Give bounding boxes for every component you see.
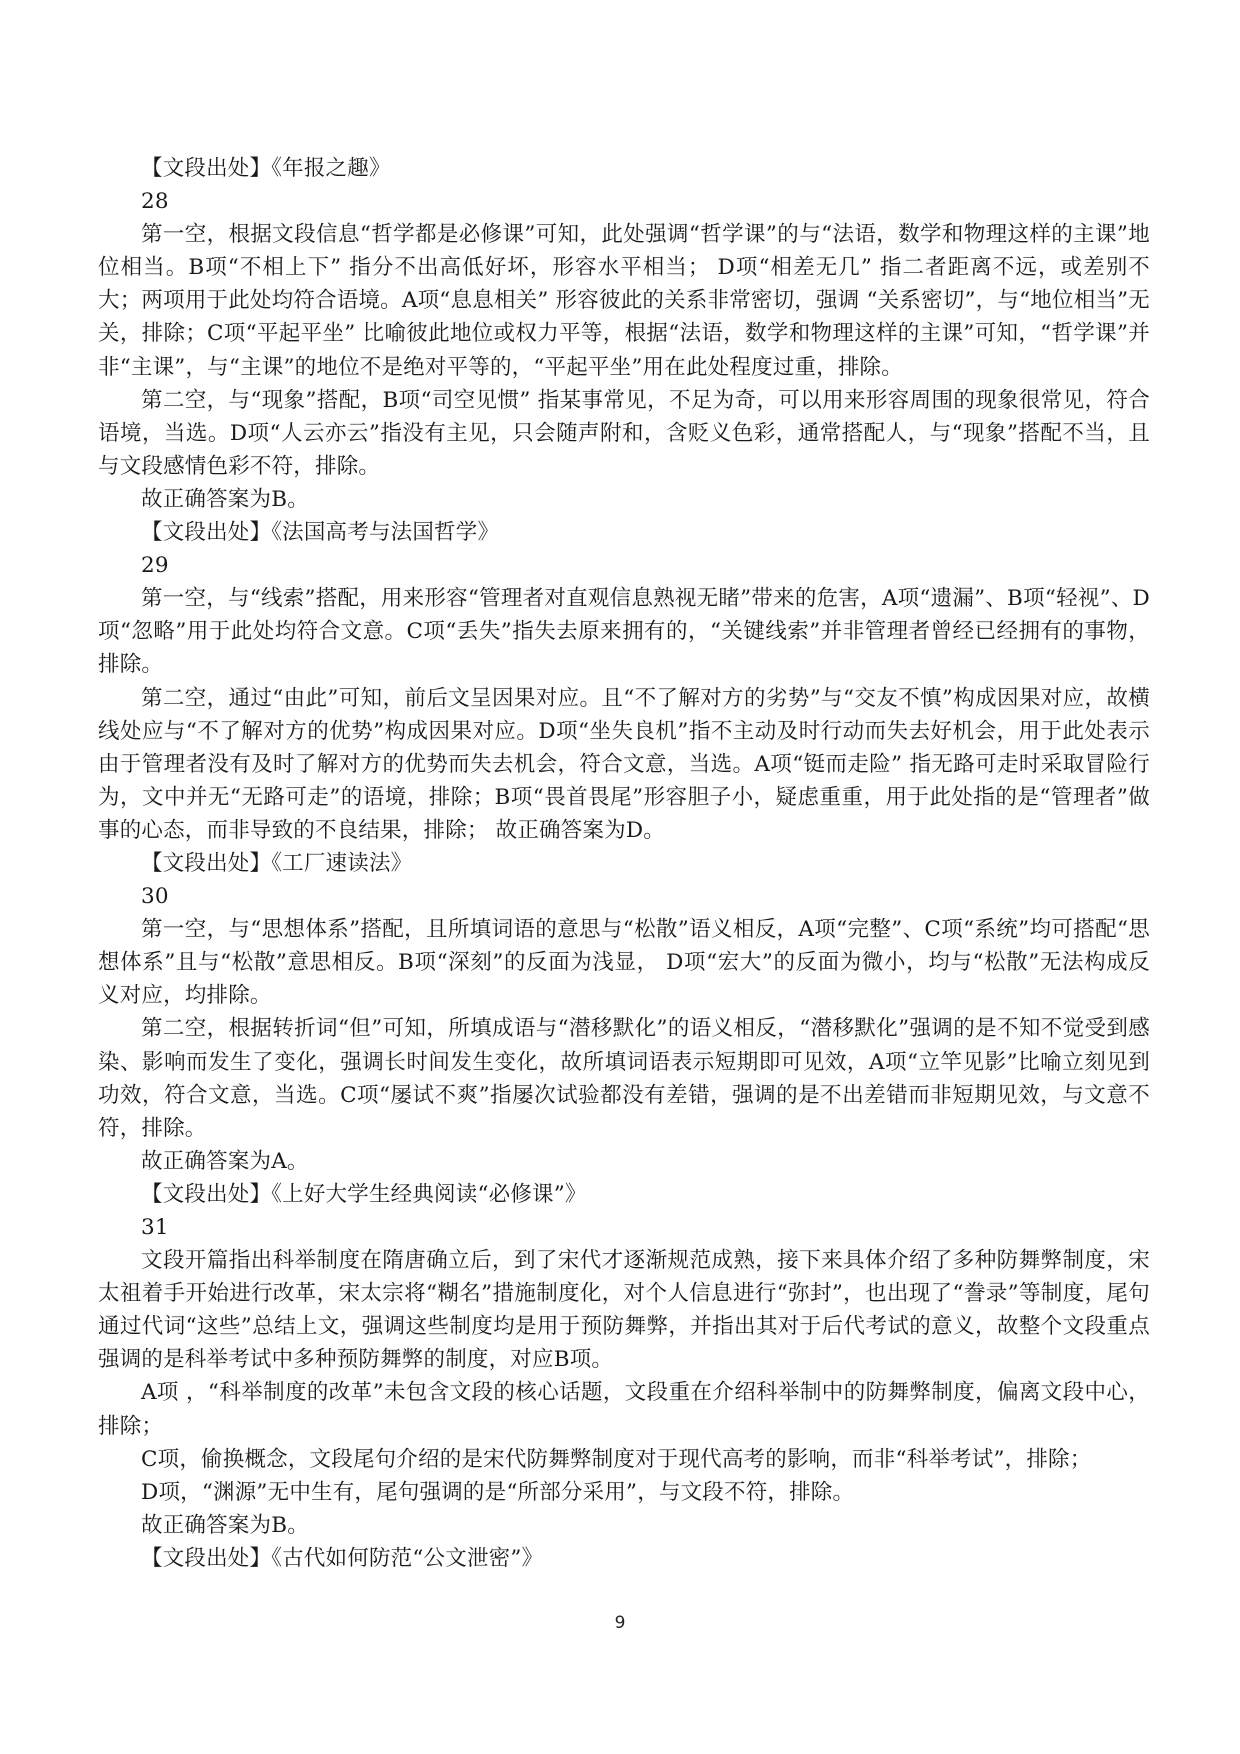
- explanation-paragraph: 第二空，与“现象”搭配，B项“司空见惯” 指某事常见，不足为奇，可以用来形容周围的现象很常见，符合语境，当选。D项“人云亦云”指没有主见，只会随声附和，含贬义色彩，通常搭配人，与“现象”搭配不当，且与文段感情色彩不符，排除。: [98, 387, 1150, 479]
- explanation-paragraph: 文段开篇指出科举制度在隋唐确立后，到了宋代才逐渐规范成熟，接下来具体介绍了多种防舞弊制度，宋太祖着手开始进行改革，宋太宗将“糊名”措施制度化，对个人信息进行“弥封”，也出现了“誊录”等制度，尾句通过代词“这些”总结上文，强调这些制度均是用于预防舞弊，并指出其对于后代考试的意义，故整个文段重点强调的是科举考试中多种预防舞弊的制度，对应B项。: [98, 1248, 1150, 1373]
- question-number-31: 31: [141, 1215, 169, 1240]
- option-analysis-d: D项，“渊源”无中生有，尾句强调的是“所部分采用”，与文段不符，排除。: [141, 1479, 855, 1505]
- explanation-paragraph: 第一空，与“线索”搭配，用来形容“管理者对直观信息熟视无睹”带来的危害，A项“遗漏”、B项“轻视”、D项“忽略”用于此处均符合文意。C项“丢失”指失去原来拥有的，“关键线索”并非管理者曾经已经拥有的事物，排除。: [98, 586, 1150, 678]
- source-label: 【文段出处】《工厂速读法》: [141, 850, 413, 876]
- answer-line: 故正确答案为B。: [141, 1512, 309, 1538]
- explanation-paragraph: 第一空，与“思想体系”搭配，且所填词语的意思与“松散”语义相反，A项“完整”、C项“系统”均可搭配“思想体系”且与“松散”意思相反。B项“深刻”的反面为浅显， D项“宏大”的反面为微小，均与“松散”无法构成反义对应，均排除。: [98, 917, 1150, 1009]
- document-page: [98, 152, 1150, 1575]
- source-label: 【文段出处】《上好大学生经典阅读“必修课”》: [141, 1181, 587, 1207]
- page-number: 9: [614, 1613, 626, 1633]
- explanation-paragraph: 第二空，根据转折词“但”可知，所填成语与“潜移默化”的语义相反，“潜移默化”强调的是不知不觉受到感染、影响而发生了变化，强调长时间发生变化，故所填词语表示短期即可见效，A项“立竿见影”比喻立刻见到功效，符合文意，当选。C项“屡试不爽”指屡次试验都没有差错，强调的是不出差错而非短期见效，与文意不符，排除。: [98, 1016, 1150, 1141]
- explanation-paragraph: 第二空，通过“由此”可知，前后文呈因果对应。且“不了解对方的劣势”与“交友不慎”构成因果对应，故横线处应与“不了解对方的优势”构成因果对应。D项“坐失良机”指不主动及时行动而失去好机会，用于此处表示由于管理者没有及时了解对方的优势而失去机会，符合文意，当选。A项“铤而走险” 指无路可走时采取冒险行为，文中并无“无路可走”的语境，排除；B项“畏首畏尾”形容胆子小，疑虑重重，用于此处指的是“管理者”做事的心态，而非导致的不良结果，排除； 故正确答案为D。: [98, 685, 1150, 843]
- source-label-intro: 【文段出处】《年报之趣》: [141, 156, 391, 181]
- source-label: 【文段出处】《法国高考与法国哲学》: [141, 520, 500, 546]
- question-number-28: 28: [141, 189, 169, 215]
- answer-line: 故正确答案为B。: [141, 486, 309, 512]
- question-number-30: 30: [141, 884, 169, 910]
- option-analysis-a: A项 ，“科举制度的改革”未包含文段的核心话题，文段重在介绍科举制中的防舞弊制度，偏离文段中心，排除；: [98, 1380, 1150, 1439]
- question-number-29: 29: [141, 553, 169, 579]
- option-analysis-c: C项，偷换概念，文段尾句介绍的是宋代防舞弊制度对于现代高考的影响，而非“科举考试”，排除；: [141, 1446, 1092, 1472]
- explanation-paragraph: 第一空，根据文段信息“哲学都是必修课”可知，此处强调“哲学课”的与“法语，数学和物理这样的主课”地位相当。B项“不相上下” 指分不出高低好坏，形容水平相当； D项“相差无几” 指二者距离不远，或差别不大；两项用于此处均符合语境。A项“息息相关” 形容彼此的关系非常密切，强调 “关系密切”，与“地位相当”无关，排除；C项“平起平坐” 比喻彼此地位或权力平等，根据“法语，数学和物理这样的主课”可知，“哲学课”并非“主课”，与“主课”的地位不是绝对平等的，“平起平坐”用在此处程度过重，排除。: [98, 222, 1150, 380]
- answer-line: 故正确答案为A。: [141, 1148, 309, 1174]
- source-label: 【文段出处】《古代如何防范“公文泄密”》: [141, 1545, 544, 1571]
